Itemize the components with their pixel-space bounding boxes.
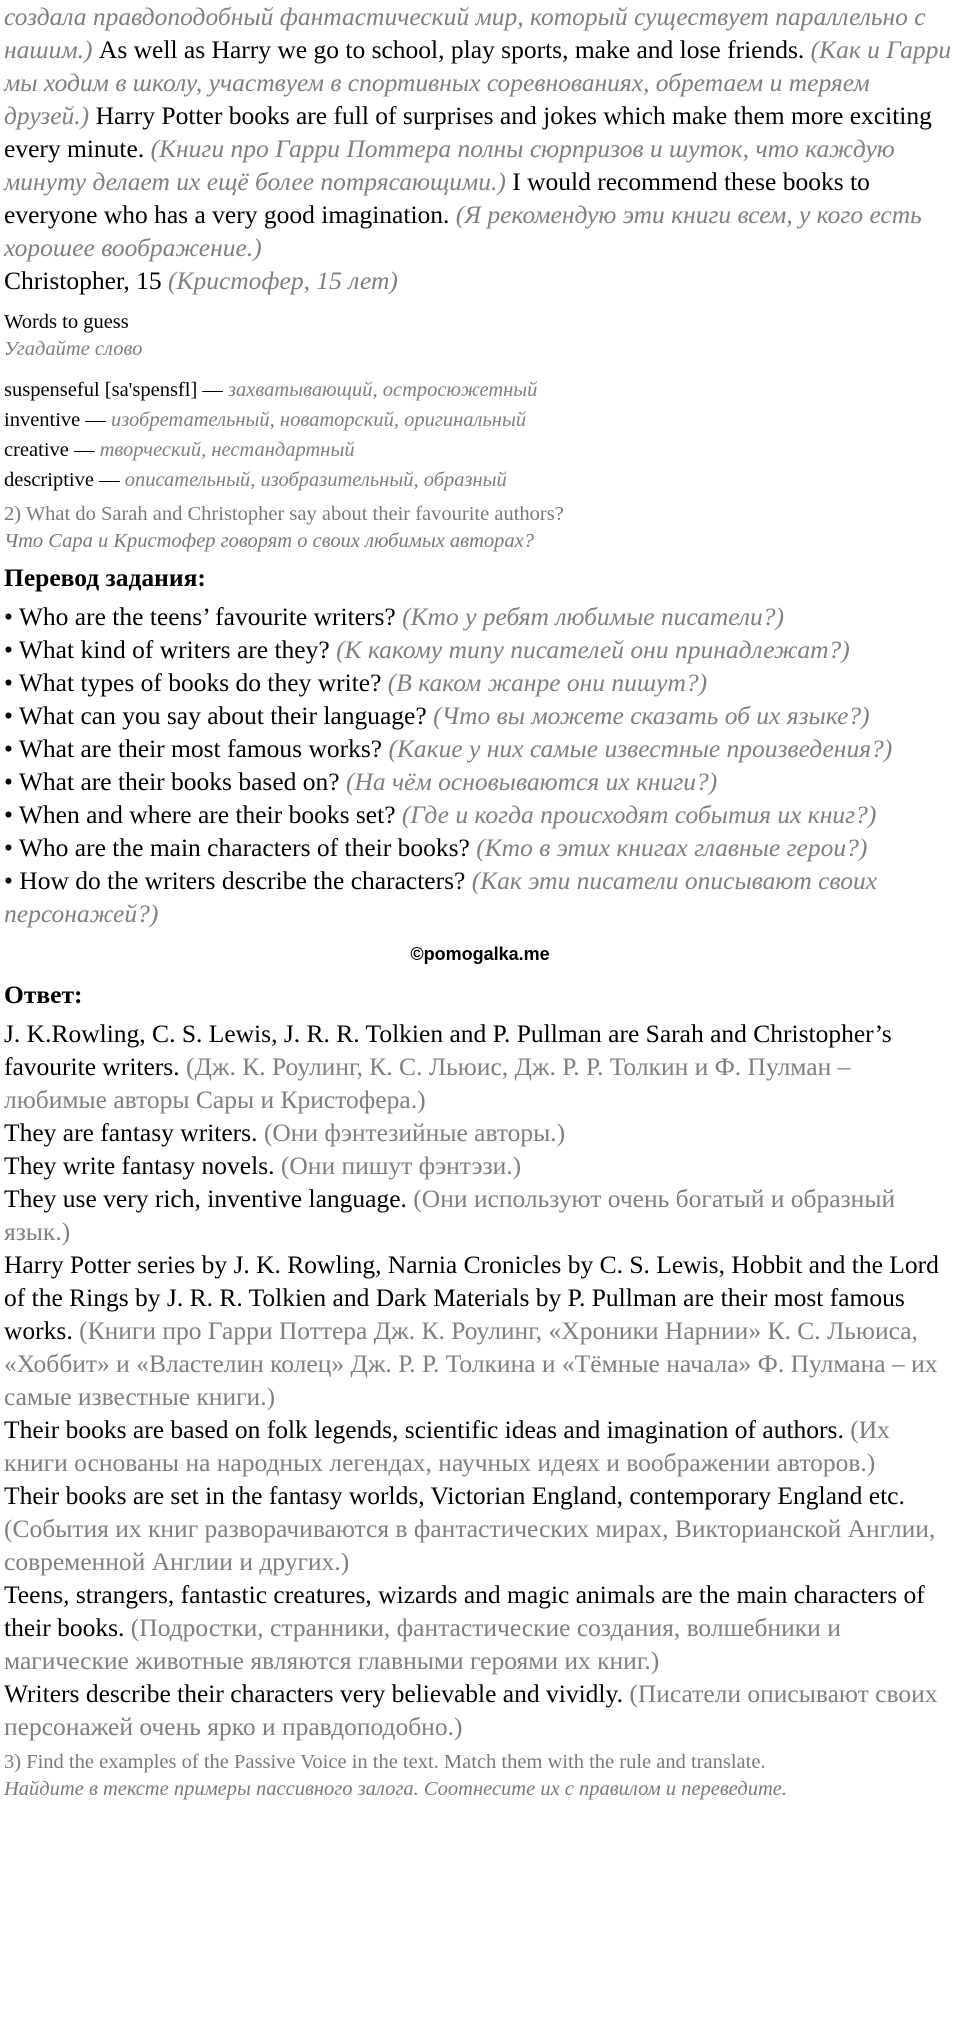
vocab-dash: — bbox=[197, 379, 229, 401]
answer-heading: Ответ: bbox=[4, 980, 83, 1009]
answer-item bbox=[4, 1677, 956, 1743]
bullet-en: • Who are the main characters of their books? bbox=[4, 833, 470, 862]
vocab-list bbox=[4, 375, 956, 495]
answer-item bbox=[4, 1149, 956, 1182]
vocab-translation: изобретательный, новаторский, оригинальный bbox=[111, 409, 527, 431]
answer-item bbox=[4, 1479, 956, 1578]
bullet-item bbox=[4, 633, 956, 666]
words-title-en: Words to guess bbox=[4, 311, 129, 333]
answer-en: Their books are set in the fantasy worlds, Victorian England, contemporary England etc. bbox=[4, 1481, 905, 1510]
answer-item bbox=[4, 1413, 956, 1479]
bullet-ru: (Какие у них самые известные произведения?) bbox=[388, 734, 893, 763]
task3-en: 3) Find the examples of the Passive Voice in the text. Match them with the rule and translate. bbox=[4, 1751, 766, 1773]
task2-ru: Что Сара и Кристофер говорят о своих любимых авторах? bbox=[4, 530, 534, 552]
answer-ru: (Они используют очень богатый и образный язык.) bbox=[4, 1184, 896, 1246]
answer-ru: (Они пишут фэнтэзи.) bbox=[280, 1151, 522, 1180]
answer-item bbox=[4, 1116, 956, 1149]
answer-item bbox=[4, 1248, 956, 1413]
bullet-ru: (Что вы можете сказать об их языке?) bbox=[433, 701, 870, 730]
vocab-dash: — bbox=[93, 469, 125, 491]
vocab-word: descriptive bbox=[4, 469, 94, 491]
story-p4-en: I would recommend these books to everyone who has a very good imagination. bbox=[4, 167, 870, 229]
story-p3-en: Harry Potter books are full of surprises and jokes which make them more exciting every minute. bbox=[4, 101, 932, 163]
bullet-ru: (На чём основываются их книги?) bbox=[345, 767, 718, 796]
answer-ru: (Писатели описывают своих персонажей очень ярко и правдоподобно.) bbox=[4, 1679, 938, 1741]
bullet-ru: (Где и когда происходят события их книг?) bbox=[401, 800, 877, 829]
vocab-dash: — bbox=[68, 439, 100, 461]
bullet-item bbox=[4, 798, 956, 831]
bullet-en: • What types of books do they write? bbox=[4, 668, 382, 697]
answer-ru: (Их книги основаны на народных легендах, научных идеях и воображении авторов.) bbox=[4, 1415, 890, 1477]
translation-heading: Перевод задания: bbox=[4, 563, 206, 592]
answer-item bbox=[4, 1578, 956, 1677]
vocab-translation: творческий, нестандартный bbox=[99, 439, 355, 461]
story-author bbox=[4, 264, 956, 297]
bullet-en: • When and where are their books set? bbox=[4, 800, 396, 829]
answer-en: Their books are based on folk legends, scientific ideas and imagination of authors. bbox=[4, 1415, 844, 1444]
bullet-item bbox=[4, 666, 956, 699]
answer-en: They use very rich, inventive language. bbox=[4, 1184, 407, 1213]
bullet-en: • Who are the teens’ favourite writers? bbox=[4, 602, 396, 631]
vocab-word: creative bbox=[4, 439, 69, 461]
bullet-en: • What kind of writers are they? bbox=[4, 635, 330, 664]
story-text bbox=[4, 0, 956, 264]
bullet-ru: (Кто в этих книгах главные герои?) bbox=[476, 833, 868, 862]
story-p1-ru: создала правдоподобный фантастический мир, который существует параллельно с нашим.) bbox=[4, 2, 926, 64]
bullet-ru: (В каком жанре они пишут?) bbox=[387, 668, 708, 697]
bullet-item bbox=[4, 699, 956, 732]
copyright-watermark: ©pomogalka.me bbox=[410, 944, 550, 964]
bullet-ru: (К какому типу писателей они принадлежат?) bbox=[336, 635, 850, 664]
bullet-item bbox=[4, 600, 956, 633]
vocab-item bbox=[4, 465, 956, 495]
vocab-item bbox=[4, 435, 956, 465]
vocab-word: suspenseful [sa'spensfl] bbox=[4, 379, 198, 401]
story-p4-ru: (Я рекомендую эти книги всем, у кого есть хорошее воображение.) bbox=[4, 200, 922, 262]
answer-ru: (События их книг разворачиваются в фантастических мирах, Викторианской Англии, современной Англии и других.) bbox=[4, 1514, 936, 1576]
bullet-en: • What can you say about their language? bbox=[4, 701, 427, 730]
bullet-item bbox=[4, 864, 956, 930]
answer-en: They write fantasy novels. bbox=[4, 1151, 275, 1180]
words-title-ru: Угадайте слово bbox=[4, 338, 143, 360]
author-ru: (Кристофер, 15 лет) bbox=[168, 266, 398, 295]
vocab-item bbox=[4, 375, 956, 405]
vocab-translation: захватывающий, остросюжетный bbox=[228, 379, 538, 401]
answer-item bbox=[4, 1017, 956, 1116]
vocab-word: inventive bbox=[4, 409, 81, 431]
story-p2-en: As well as Harry we go to school, play sports, make and lose friends. bbox=[98, 35, 805, 64]
task3-ru: Найдите в тексте примеры пассивного залога. Соотнесите их с правилом и переведите. bbox=[4, 1778, 787, 1800]
bullet-item bbox=[4, 831, 956, 864]
bullet-en: • What are their most famous works? bbox=[4, 734, 383, 763]
answer-ru: (Книги про Гарри Поттера Дж. К. Роулинг, «Хроники Нарнии» К. С. Льюиса, «Хоббит» и «Властелин колец» Дж. Р. Р. Толкина и «Тёмные начала» Ф. Пулмана – их самые известные книги.) bbox=[4, 1316, 938, 1411]
vocab-translation: описательный, изобразительный, образный bbox=[124, 469, 507, 491]
bullet-item bbox=[4, 765, 956, 798]
story-p2-ru: (Как и Гарри мы ходим в школу, участвуем в спортивных соревнованиях, обретаем и теряем друзей.) bbox=[4, 35, 952, 130]
bullet-en: • How do the writers describe the characters? bbox=[4, 866, 466, 895]
task2-en: 2) What do Sarah and Christopher say about their favourite authors? bbox=[4, 503, 564, 525]
bullet-en: • What are their books based on? bbox=[4, 767, 340, 796]
vocab-dash: — bbox=[80, 409, 112, 431]
answer-item bbox=[4, 1182, 956, 1248]
answer-ru: (Дж. К. Роулинг, К. С. Льюис, Дж. Р. Р. Толкин и Ф. Пулман – любимые авторы Сары и Кристофера.) bbox=[4, 1052, 851, 1114]
answer-en: Writers describe their characters very believable and vividly. bbox=[4, 1679, 623, 1708]
answer-en: Teens, strangers, fantastic creatures, wizards and magic animals are the main characters of their books. bbox=[4, 1580, 925, 1642]
vocab-item bbox=[4, 405, 956, 435]
bullet-item bbox=[4, 732, 956, 765]
answer-en: They are fantasy writers. bbox=[4, 1118, 258, 1147]
author-en: Christopher, 15 bbox=[4, 266, 162, 295]
answer-en: J. K.Rowling, C. S. Lewis, J. R. R. Tolkien and P. Pullman are Sarah and Christopher’s favourite writers. bbox=[4, 1019, 892, 1081]
answer-list bbox=[4, 1017, 956, 1743]
answer-en: Harry Potter series by J. K. Rowling, Narnia Cronicles by C. S. Lewis, Hobbit and the Lord of the Rings by J. R. R. Tolkien and Dark Materials by P. Pullman are their most famous works. bbox=[4, 1250, 939, 1345]
bullet-ru: (Кто у ребят любимые писатели?) bbox=[402, 602, 785, 631]
answer-ru: (Они фэнтезийные авторы.) bbox=[263, 1118, 566, 1147]
translation-bullets bbox=[4, 600, 956, 930]
answer-ru: (Подростки, странники, фантастические создания, волшебники и магические животные являются главными героями их книг.) bbox=[4, 1613, 841, 1675]
story-p3-ru: (Книги про Гарри Поттера полны сюрпризов и шуток, что каждую минуту делает их ещё более потрясающими.) bbox=[4, 134, 895, 196]
bullet-ru: (Как эти писатели описывают своих персонажей?) bbox=[4, 866, 878, 928]
